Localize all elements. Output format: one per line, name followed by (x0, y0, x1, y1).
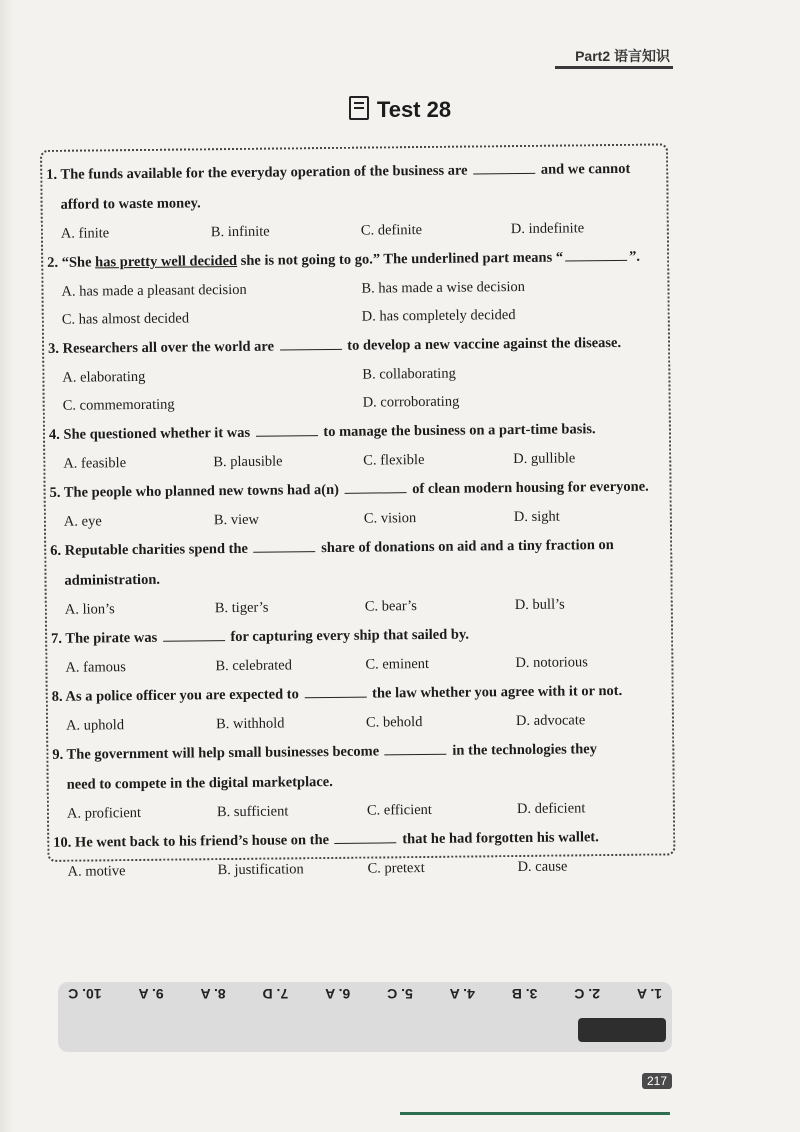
option-a: A. motive (67, 863, 126, 880)
answer-item: 10. C (68, 986, 102, 1002)
option-c: C. efficient (366, 801, 432, 819)
option-b: B. justification (217, 861, 304, 879)
answer-key-badge (578, 1018, 666, 1042)
option-b: B. celebrated (215, 657, 292, 675)
question-stem-after: that he had forgotten his wallet. (402, 829, 599, 848)
option-c: C. eminent (365, 655, 430, 673)
option-a: A. feasible (63, 455, 127, 472)
option-a: A. proficient (66, 804, 142, 822)
question-4 (49, 413, 664, 477)
option-c: C. pretext (367, 860, 425, 877)
option-b: B. withhold (215, 715, 285, 733)
question-stem: 10. He went back to his friend’s house on the (53, 832, 330, 851)
question-stem-after: of clean modern housing for everyone. (412, 478, 649, 498)
answer-item: 3. B (511, 986, 538, 1002)
question-8 (52, 675, 667, 739)
option-d: D. indefinite (510, 220, 585, 238)
answer-item: 9. A (138, 986, 164, 1002)
option-b: B. infinite (210, 223, 270, 241)
question-9 (52, 733, 667, 827)
test-title (0, 96, 800, 123)
question-stem: 9. The government will help small businesses become (52, 743, 380, 763)
answer-blank (304, 685, 366, 699)
option-d: D. corroborating (362, 393, 460, 411)
question-6 (50, 529, 665, 623)
answer-item: 4. A (449, 986, 475, 1002)
option-a: A. lion’s (64, 601, 115, 618)
question-5 (49, 471, 664, 535)
underlined-phrase: has pretty well decided (95, 252, 238, 271)
option-b: B. has made a wise decision (361, 278, 526, 297)
question-stem-continued: afford to waste money. (60, 195, 201, 213)
option-d: D. has completely decided (361, 307, 516, 325)
question-stem-after: for capturing every ship that sailed by. (230, 626, 470, 646)
answer-blank (385, 742, 447, 756)
question-stem: 1. The funds available for the everyday operation of the business are (46, 162, 468, 183)
answer-item: 5. C (387, 986, 413, 1002)
option-a: A. has made a pleasant decision (61, 281, 247, 300)
option-d: D. notorious (515, 654, 588, 672)
answer-item: 1. A (636, 986, 662, 1002)
option-d: D. gullible (513, 450, 576, 468)
section-header: Part2 语言知识 (575, 48, 670, 64)
question-stem: 6. Reputable charities spend the (50, 540, 249, 559)
bottom-rule (400, 1112, 670, 1115)
test-title-text: Test 28 (376, 97, 452, 122)
option-a: A. finite (60, 225, 110, 242)
question-stem: 2. “She (47, 254, 96, 271)
header-rule (555, 66, 673, 69)
page-edge (0, 0, 14, 1132)
option-b: B. collaborating (362, 365, 456, 383)
option-a: A. famous (65, 659, 126, 676)
question-stem: 4. She questioned whether it was (48, 424, 251, 443)
answer-blank (335, 830, 397, 844)
question-stem-continued: administration. (64, 571, 161, 589)
answer-blank (345, 480, 407, 494)
answer-blank (253, 539, 315, 553)
option-d: D. bull’s (514, 596, 565, 614)
option-a: A. uphold (65, 717, 125, 734)
question-3 (48, 327, 663, 419)
question-stem: 8. As a police officer you are expected to (51, 686, 299, 705)
question-1 (46, 154, 661, 248)
answer-blank (163, 628, 225, 642)
option-c: C. definite (360, 222, 423, 239)
question-stem-after: to manage the business on a part-time basis. (323, 421, 596, 441)
question-stem-after: share of donations on aid and a tiny fraction on (321, 537, 614, 557)
option-b: B. tiger’s (214, 599, 269, 617)
answer-item: 2. C (574, 986, 600, 1002)
answer-item: 8. A (200, 986, 226, 1002)
option-a: A. eye (63, 513, 102, 530)
question-10 (53, 821, 668, 885)
question-stem: 7. The pirate was (51, 629, 158, 647)
option-c: C. has almost decided (61, 310, 190, 328)
option-a: A. elaborating (62, 368, 146, 386)
question-7 (51, 617, 666, 681)
question-stem: 5. The people who planned new towns had a(n) (49, 481, 340, 501)
option-b: B. plausible (213, 453, 283, 471)
answer-blank (565, 248, 627, 262)
question-stem-after: and we cannot (540, 160, 631, 178)
option-c: C. flexible (363, 451, 425, 469)
option-c: C. bear’s (364, 598, 417, 615)
option-d: D. advocate (515, 712, 586, 730)
page-number: 217 (642, 1073, 672, 1089)
question-box (40, 143, 675, 880)
question-stem: 3. Researchers all over the world are (47, 338, 275, 357)
question-stem-continued: need to compete in the digital marketplace. (66, 773, 333, 793)
option-d: D. deficient (516, 800, 586, 818)
answer-item: 7. D (262, 986, 289, 1002)
answer-blank (280, 337, 342, 351)
option-c: C. behold (365, 714, 423, 731)
answer-key-row (68, 986, 662, 1002)
option-b: B. sufficient (216, 803, 289, 821)
question-stem-after: ”. (628, 248, 640, 265)
answer-blank (256, 423, 318, 437)
question-stem-after: in the technologies they (452, 741, 598, 759)
question-2 (47, 242, 662, 334)
answer-blank (473, 161, 535, 175)
option-b: B. view (213, 511, 260, 529)
option-d: D. cause (517, 858, 568, 876)
answer-key-panel (58, 982, 672, 1052)
question-stem-mid: she is not going to go.” The underlined part means “ (236, 249, 564, 269)
question-stem-after: the law whether you agree with it or not. (372, 682, 623, 702)
option-d: D. sight (513, 508, 560, 526)
question-stem-after: to develop a new vaccine against the disease. (347, 334, 622, 354)
answer-item: 6. A (325, 986, 351, 1002)
option-c: C. vision (363, 510, 417, 527)
option-c: C. commemorating (62, 396, 175, 414)
document-icon (349, 96, 369, 120)
